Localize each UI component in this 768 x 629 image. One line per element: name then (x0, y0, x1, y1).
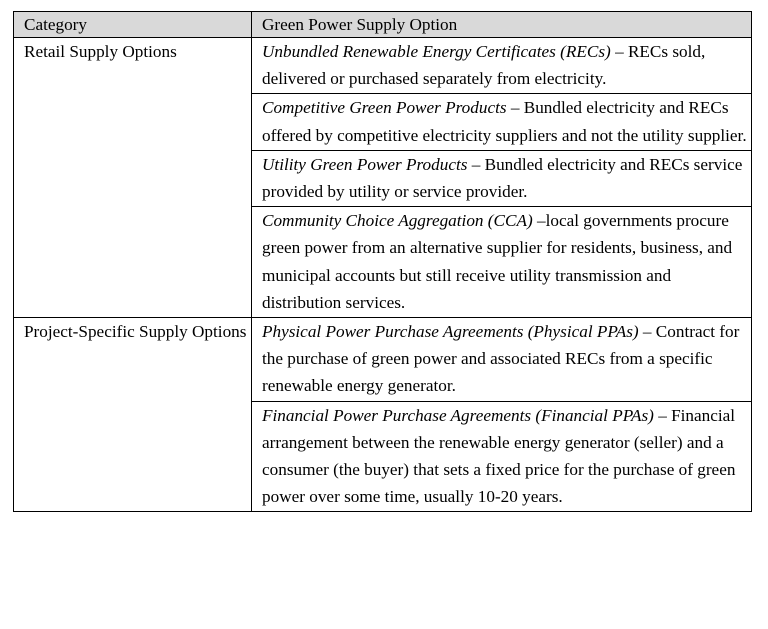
option-cell-unbundled-recs (252, 38, 752, 94)
option-term: Unbundled Renewable Energy Certificates (RECs) (262, 42, 611, 61)
option-term: Community Choice Aggregation (CCA) (262, 211, 533, 231)
option-description: – RECs sold, delivered or purchased separately from electricity. (262, 42, 706, 89)
option-term: Competitive Green Power Products (262, 98, 507, 118)
green-power-table-container (13, 11, 751, 512)
option-term: Physical Power Purchase Agreements (Physical PPAs) (262, 322, 639, 342)
option-cell-utility-green-power (252, 150, 752, 206)
option-description: – Bundled electricity and RECs offered by competitive electricity suppliers and not the utility supplier. (262, 98, 747, 145)
option-cell-physical-ppas (252, 318, 752, 402)
option-description: –local governments procure green power from an alternative supplier for residents, business, and municipal accounts but still receive utility transmission and distribution services. (262, 211, 733, 312)
option-cell-financial-ppas (252, 401, 752, 512)
option-term: Financial Power Purchase Agreements (Financial PPAs) (262, 405, 654, 425)
header-category: Category (14, 12, 252, 38)
category-cell-project-specific: Project-Specific Supply Options (14, 318, 252, 512)
option-cell-competitive-green-power (252, 94, 752, 150)
table-row (14, 318, 752, 402)
green-power-supply-table (13, 11, 752, 512)
table-row (14, 38, 752, 94)
option-description: – Contract for the purchase of green power and associated RECs from a specific renewable energy generator. (262, 322, 740, 396)
option-description: – Financial arrangement between the renewable energy generator (seller) and a consumer (the buyer) that sets a fixed price for the purchase of green power over some time, usually 10-20 years. (262, 405, 736, 507)
table-header-row (14, 12, 752, 38)
category-cell-retail: Retail Supply Options (14, 38, 252, 318)
option-term: Utility Green Power Products (262, 154, 468, 174)
header-green-power-supply-option: Green Power Supply Option (252, 12, 752, 38)
option-cell-community-choice-aggregation (252, 207, 752, 318)
option-description: – Bundled electricity and RECs service provided by utility or service provider. (262, 154, 743, 202)
